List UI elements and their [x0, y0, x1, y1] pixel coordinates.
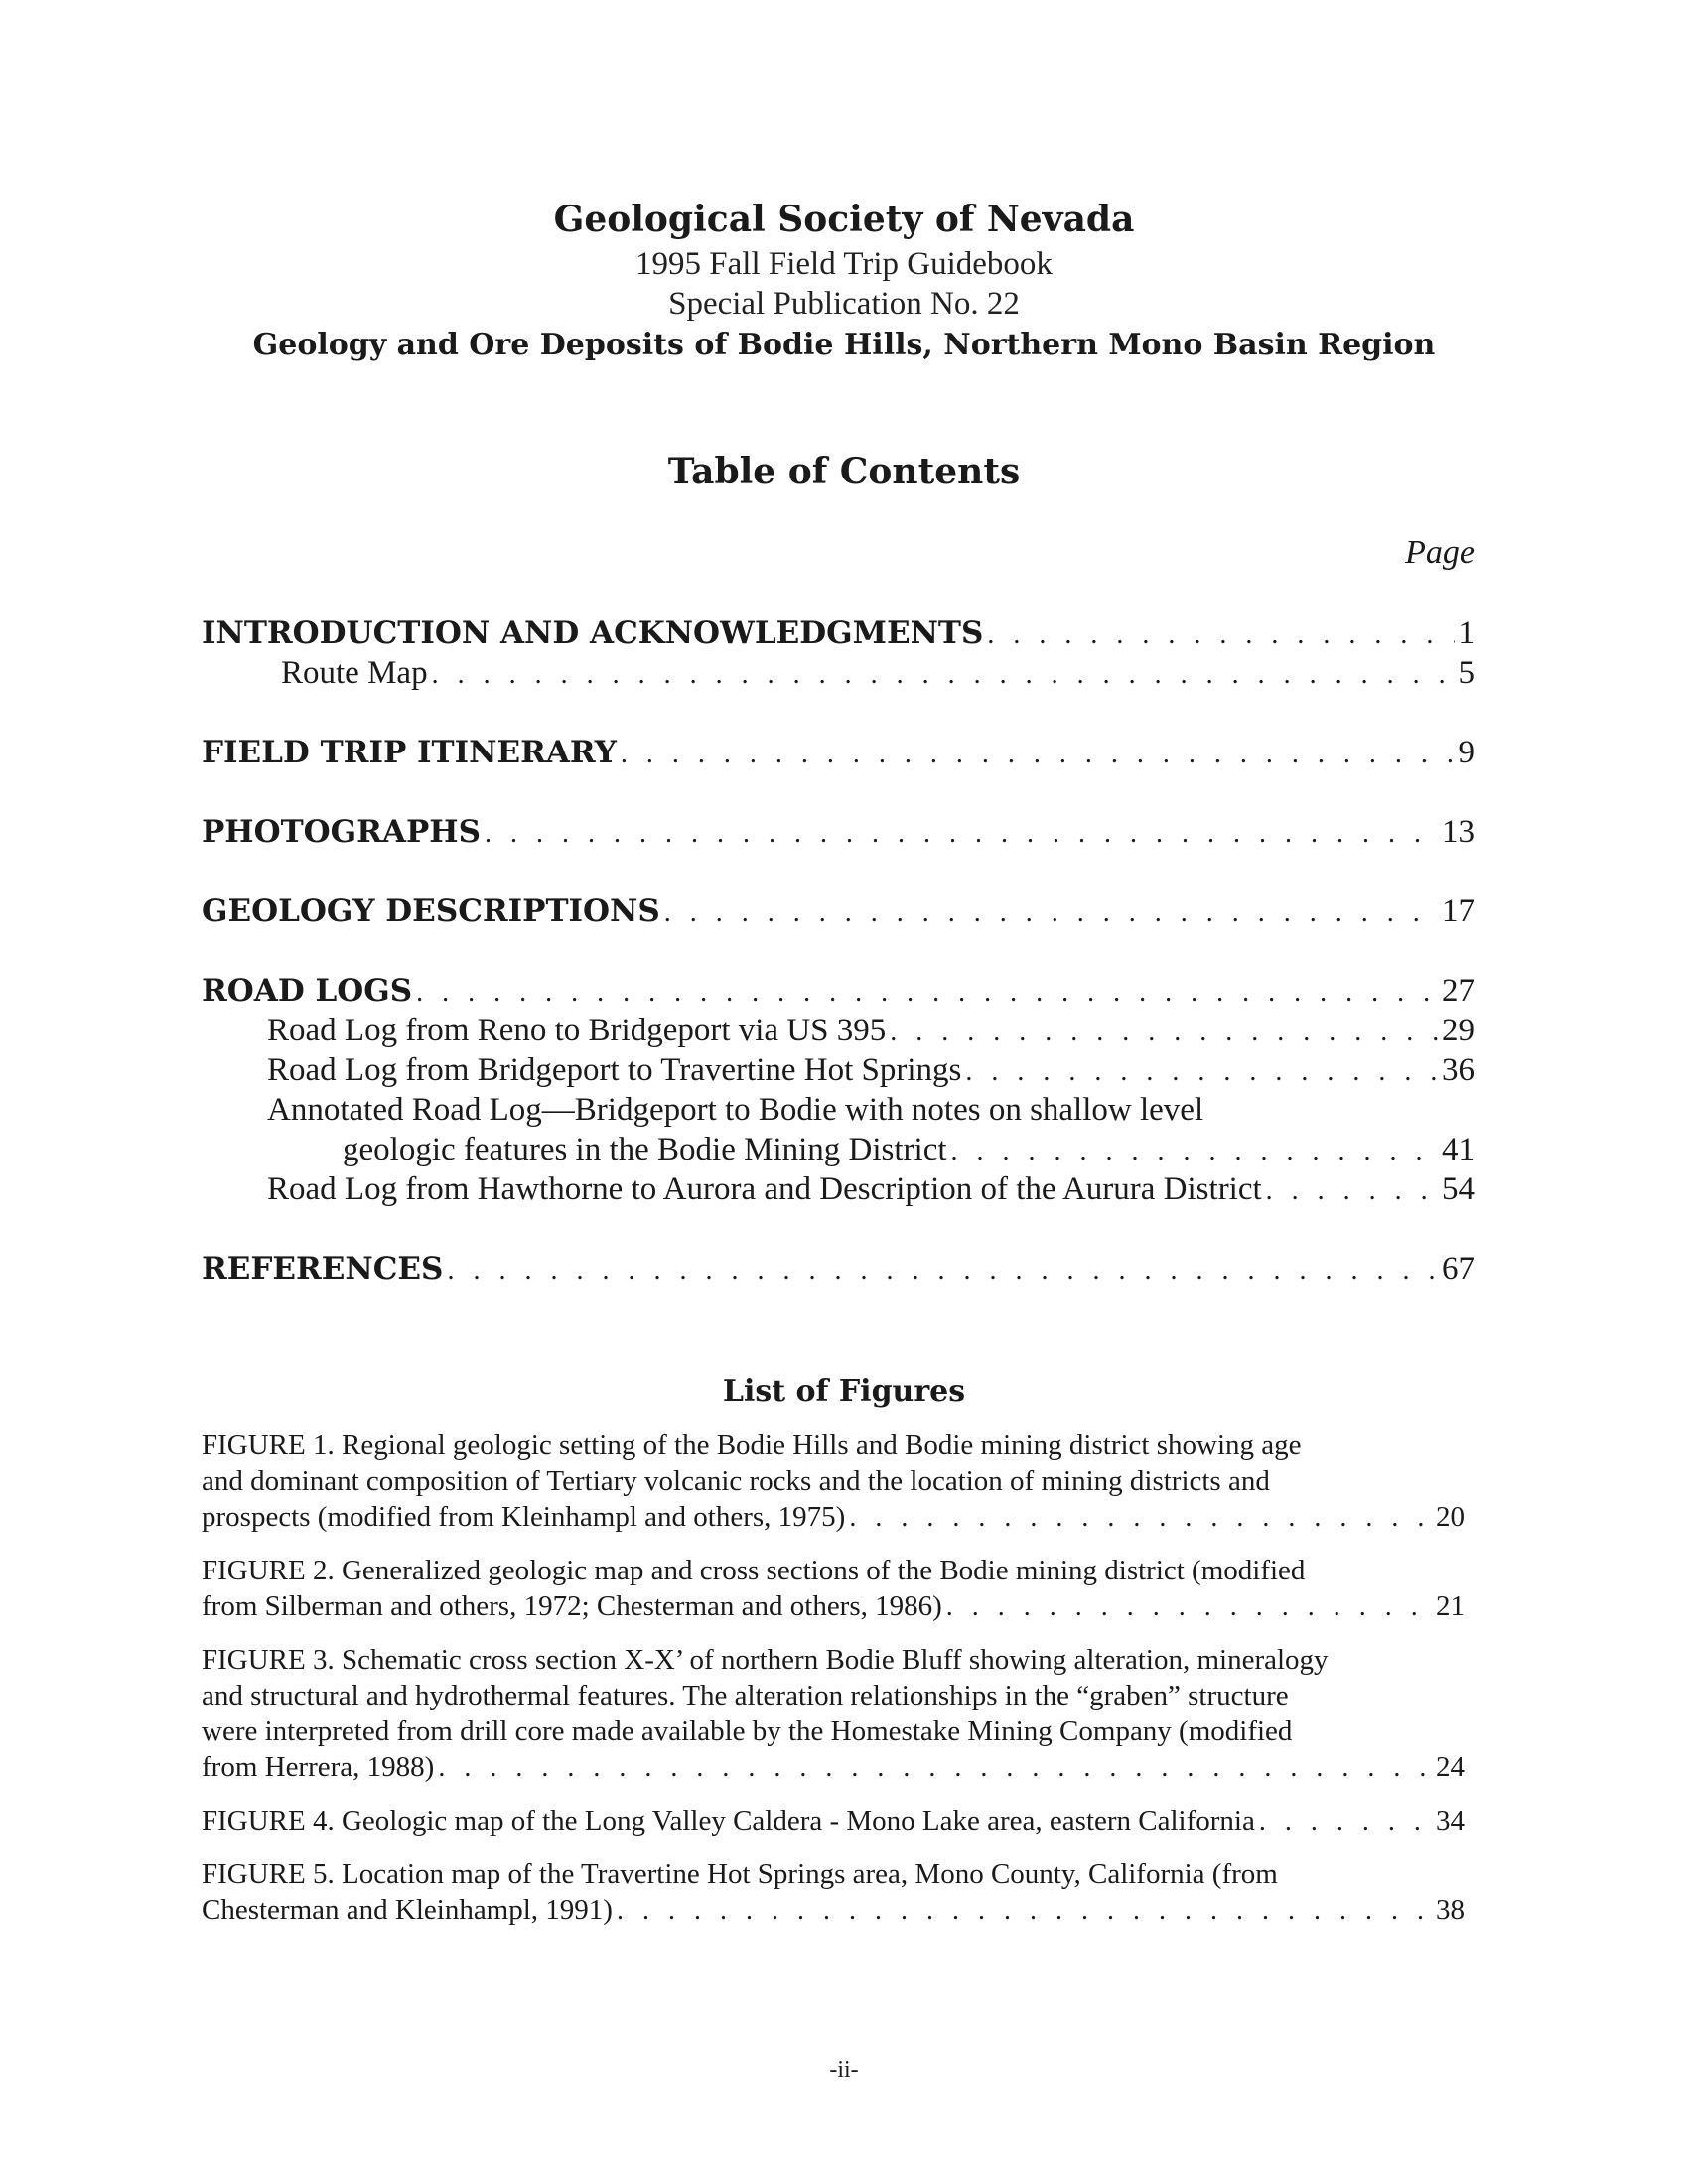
- figure-page: 34: [1436, 1805, 1465, 1837]
- toc-entry-route-map[interactable]: [202, 653, 1475, 693]
- figure-page: 21: [1436, 1590, 1465, 1622]
- toc-page-column-label: Page: [1405, 534, 1475, 571]
- figure-page: 38: [1436, 1894, 1465, 1926]
- toc-entry-label: REFERENCES: [202, 1251, 444, 1287]
- dot-leader: [890, 1013, 1438, 1052]
- toc-entry-geology-descriptions[interactable]: [202, 891, 1475, 931]
- toc-entry-annotated-road-log-line1[interactable]: Annotated Road Log—Bridgeport to Bodie with notes on shallow level: [267, 1092, 1204, 1128]
- dot-leader: [987, 615, 1454, 655]
- figure-entry-5[interactable]: [202, 1856, 1465, 1928]
- figure-caption-line: were interpreted from drill core made available by the Homestake Mining Company (modified: [202, 1715, 1293, 1747]
- toc-entry-label: FIELD TRIP ITINERARY: [202, 735, 617, 770]
- toc-entry-page: 41: [1442, 1132, 1475, 1167]
- toc-entry-photographs[interactable]: [202, 812, 1475, 852]
- list-of-figures-heading: List of Figures: [722, 1374, 966, 1409]
- figure-caption-line: from Silberman and others, 1972; Chesterman and others, 1986): [202, 1590, 942, 1622]
- figure-entry-1[interactable]: [202, 1428, 1465, 1535]
- toc-entry-page: 67: [1442, 1251, 1475, 1287]
- toc-entry-page: 9: [1458, 735, 1475, 770]
- toc-entry-itinerary[interactable]: [202, 733, 1475, 772]
- dot-leader: [951, 1132, 1438, 1171]
- toc-entry-road-logs[interactable]: [202, 971, 1475, 1011]
- toc-entry-references[interactable]: [202, 1249, 1475, 1289]
- toc-entry-road-log-travertine[interactable]: [202, 1050, 1475, 1090]
- document-subtitle: Geology and Ore Deposits of Bodie Hills, Northern Mono Basin Region: [252, 328, 1436, 362]
- figure-caption-line: Chesterman and Kleinhampl, 1991): [202, 1894, 613, 1926]
- toc-entry-road-log-hawthorne[interactable]: [202, 1169, 1475, 1209]
- toc-entry-label: Road Log from Hawthorne to Aurora and Description of the Aurura District: [267, 1171, 1262, 1207]
- figure-caption-line: prospects (modified from Kleinhampl and others, 1975): [202, 1501, 846, 1533]
- dot-leader: [447, 1251, 1438, 1291]
- toc-entry-road-log-reno[interactable]: [202, 1011, 1475, 1050]
- toc-entry-page: 1: [1458, 615, 1475, 651]
- figure-page: 20: [1436, 1501, 1465, 1533]
- figure-entry-4[interactable]: [202, 1803, 1465, 1839]
- figure-caption-line: FIGURE 5. Location map of the Travertine Hot Springs area, Mono County, California (from: [202, 1858, 1278, 1890]
- dot-leader: [416, 973, 1438, 1013]
- figure-entry-3[interactable]: [202, 1642, 1465, 1785]
- figure-entry-2[interactable]: [202, 1553, 1465, 1624]
- dot-leader: [1266, 1171, 1438, 1211]
- figure-page: 24: [1436, 1751, 1465, 1783]
- toc-entry-label: GEOLOGY DESCRIPTIONS: [202, 893, 660, 929]
- toc-entry-label: INTRODUCTION AND ACKNOWLEDGMENTS: [202, 615, 984, 651]
- figure-caption-line: and dominant composition of Tertiary volcanic rocks and the location of mining districts and: [202, 1465, 1270, 1497]
- figure-caption-line: from Herrera, 1988): [202, 1751, 435, 1783]
- figure-caption-line: FIGURE 3. Schematic cross section X-X’ of northern Bodie Bluff showing alteration, mineralogy: [202, 1644, 1329, 1676]
- toc-entry-label: Road Log from Bridgeport to Travertine Hot Springs: [267, 1052, 962, 1088]
- figure-caption-line: and structural and hydrothermal features. The alteration relationships in the “graben” structure: [202, 1680, 1289, 1711]
- toc-entry-annotated-road-log[interactable]: [202, 1130, 1475, 1169]
- toc-entry-page: 54: [1442, 1171, 1475, 1207]
- toc-entry-page: 5: [1458, 655, 1475, 691]
- toc-entry-label: Road Log from Reno to Bridgeport via US 395: [267, 1013, 887, 1048]
- page-number: -ii-: [829, 2057, 859, 2083]
- dot-leader: [1259, 1804, 1432, 1840]
- figure-caption-line: FIGURE 1. Regional geologic setting of the Bodie Hills and Bodie mining district showing age: [202, 1430, 1302, 1461]
- toc-entry-page: 13: [1442, 814, 1475, 850]
- toc-entry-page: 29: [1442, 1013, 1475, 1048]
- dot-leader: [849, 1500, 1432, 1536]
- toc-entry-introduction[interactable]: [202, 614, 1475, 653]
- table-of-contents: [202, 614, 1475, 1289]
- toc-entry-page: 17: [1442, 893, 1475, 929]
- organization-title: Geological Society of Nevada: [553, 199, 1135, 240]
- toc-heading: Table of Contents: [667, 451, 1021, 492]
- dot-leader: [438, 1750, 1432, 1786]
- toc-entry-label: geologic features in the Bodie Mining District: [343, 1132, 947, 1167]
- dot-leader: [664, 893, 1438, 933]
- dot-leader: [617, 1893, 1432, 1929]
- publication-number: Special Publication No. 22: [668, 286, 1020, 322]
- toc-entry-label: PHOTOGRAPHS: [202, 814, 481, 850]
- guidebook-title: 1995 Fall Field Trip Guidebook: [635, 246, 1053, 282]
- list-of-figures: [202, 1428, 1465, 1946]
- toc-entry-page: 27: [1442, 973, 1475, 1009]
- dot-leader: [485, 814, 1438, 854]
- figure-caption-line: FIGURE 2. Generalized geologic map and cross sections of the Bodie mining district (modified: [202, 1555, 1306, 1586]
- toc-entry-page: 36: [1442, 1052, 1475, 1088]
- toc-entry-label: ROAD LOGS: [202, 973, 413, 1009]
- document-header: [0, 195, 1688, 367]
- figure-caption-line: FIGURE 4. Geologic map of the Long Valley Caldera - Mono Lake area, eastern California: [202, 1805, 1255, 1837]
- dot-leader: [621, 735, 1455, 774]
- toc-entry-label: Route Map: [281, 655, 428, 691]
- dot-leader: [946, 1589, 1432, 1625]
- dot-leader: [432, 655, 1455, 695]
- dot-leader: [965, 1052, 1438, 1092]
